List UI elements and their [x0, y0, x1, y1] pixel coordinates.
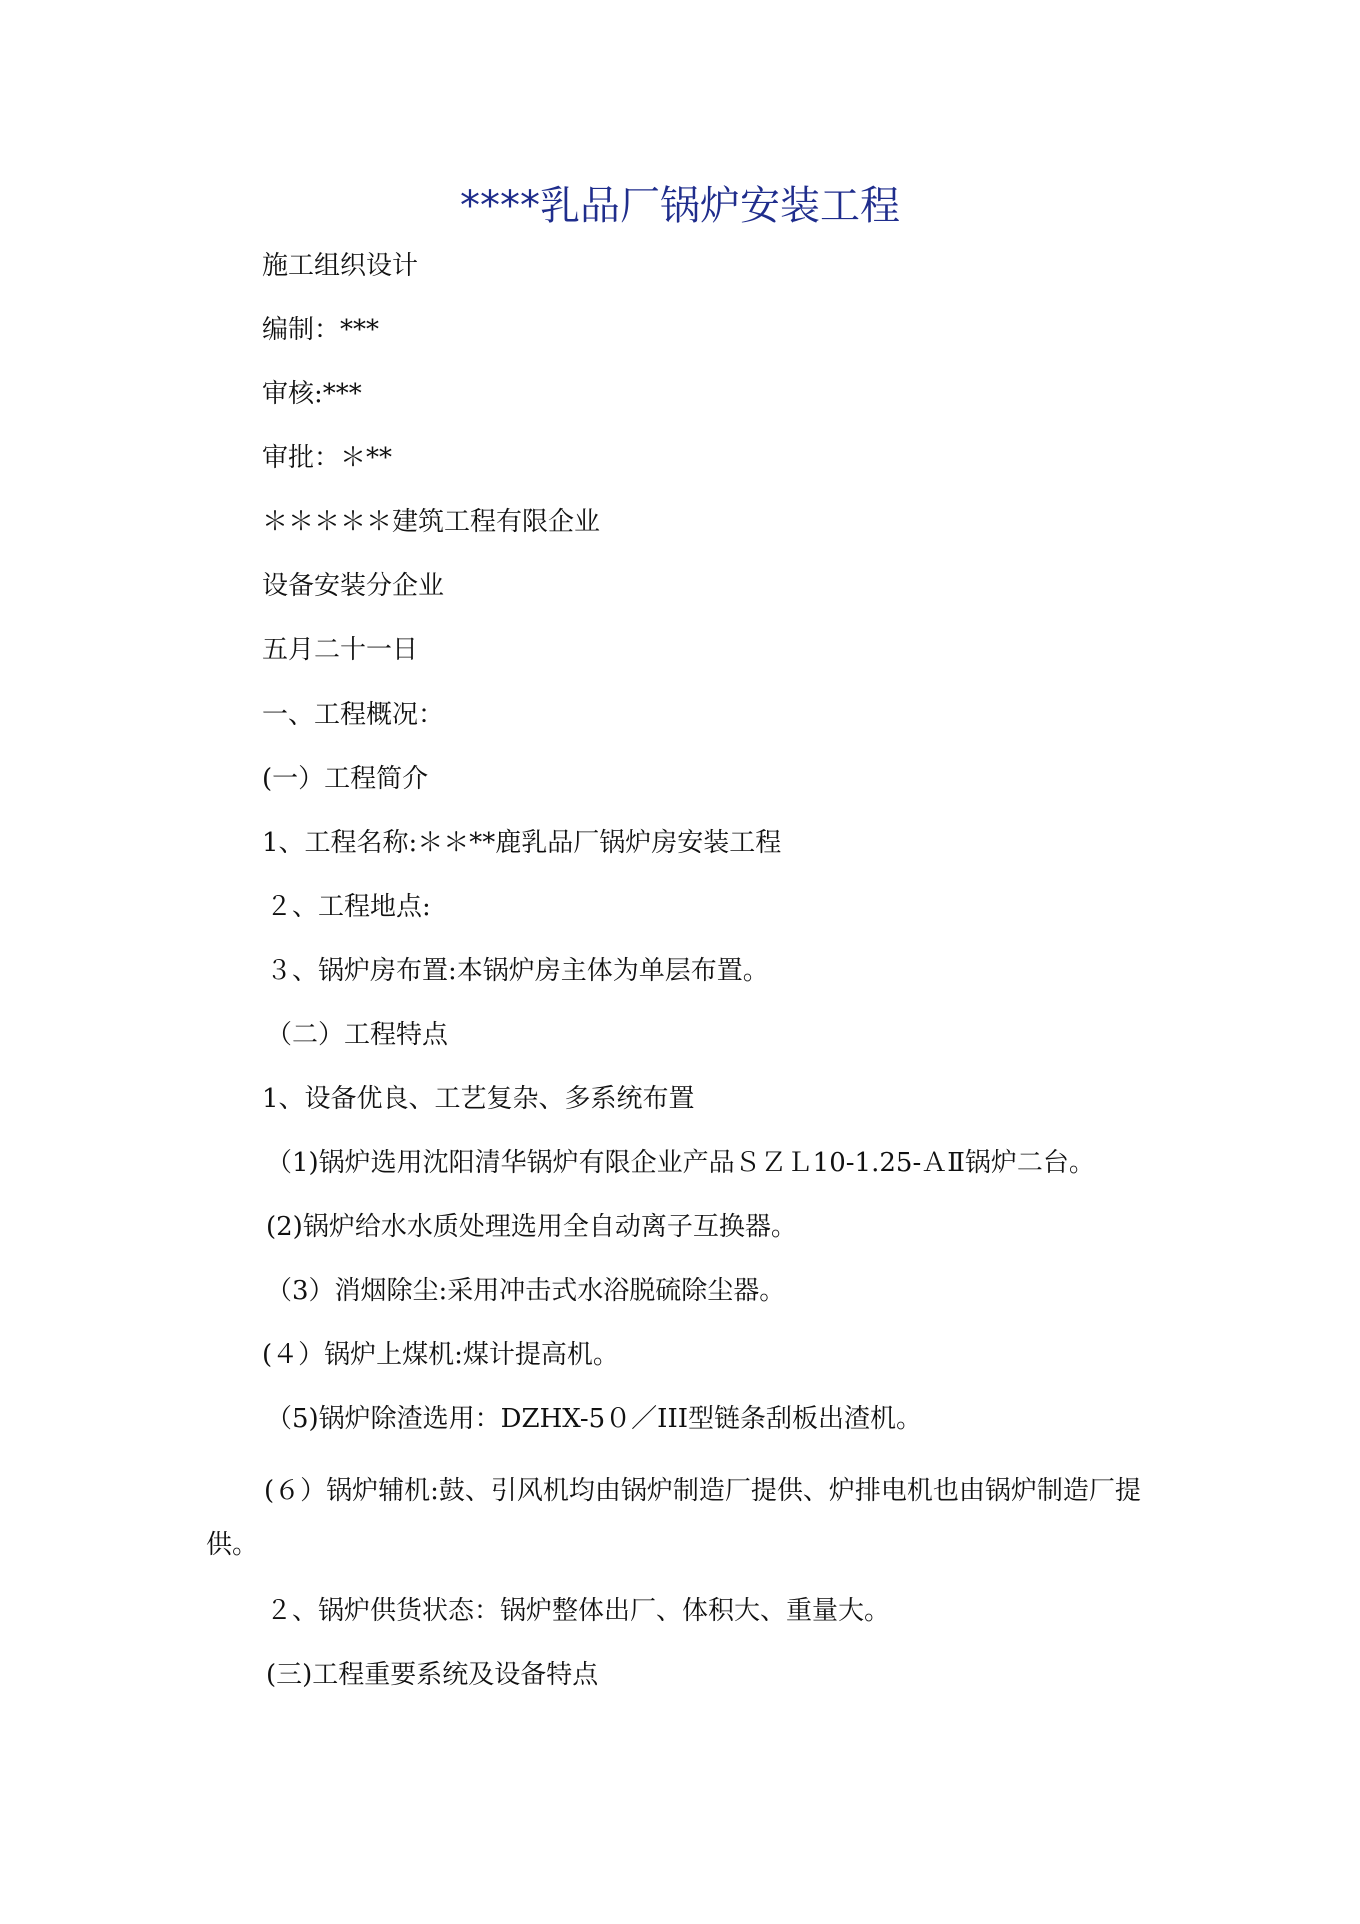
subsection-heading: (三)工程重要系统及设备特点 [266, 1660, 599, 1690]
author-line: 编制：*** [262, 315, 380, 345]
paragraph-line: 1、工程名称:＊＊**鹿乳品厂锅炉房安装工程 [262, 828, 782, 858]
reviewer-line: 审核:*** [262, 379, 362, 409]
date-line: 五月二十一日 [262, 635, 419, 665]
paragraph-line: 1、设备优良、工艺复杂、多系统布置 [262, 1084, 695, 1114]
paragraph-line: （5)锅炉除渣选用：DZHX-5０／III型链条刮板出渣机。 [266, 1404, 922, 1434]
paragraph-line: ２、锅炉供货状态：锅炉整体出厂、体积大、重量大。 [266, 1596, 891, 1626]
wrapped-paragraph: (６）锅炉辅机:鼓、引风机均由锅炉制造厂提供、炉排电机也由锅炉制造厂提供。 [206, 1476, 1141, 1560]
company-line: ＊＊＊＊＊建筑工程有限企业 [262, 507, 601, 537]
paragraph-line: （1)锅炉选用沈阳清华锅炉有限企业产品ＳＺＬ10-1.25-ＡⅡ锅炉二台。 [266, 1148, 1095, 1178]
paragraph-line: ３、锅炉房布置:本锅炉房主体为单层布置。 [266, 956, 769, 986]
subsection-heading: （二）工程特点 [266, 1020, 449, 1050]
subtitle-line: 施工组织设计 [262, 251, 419, 281]
paragraph-line: (2)锅炉给水水质处理选用全自动离子互换器。 [266, 1212, 797, 1242]
paragraph-line: ２、工程地点: [266, 892, 431, 922]
document-title: ****乳品厂锅炉安装工程 [460, 183, 900, 229]
branch-line: 设备安装分企业 [262, 571, 445, 601]
paragraph-line: (４）锅炉上煤机:煤计提高机。 [262, 1340, 619, 1370]
paragraph-line: （3）消烟除尘:采用冲击式水浴脱硫除尘器。 [266, 1276, 786, 1306]
subsection-heading: (一）工程简介 [262, 764, 429, 794]
approver-line: 审批：＊** [262, 443, 393, 473]
section-heading: 一、工程概况： [262, 700, 445, 730]
